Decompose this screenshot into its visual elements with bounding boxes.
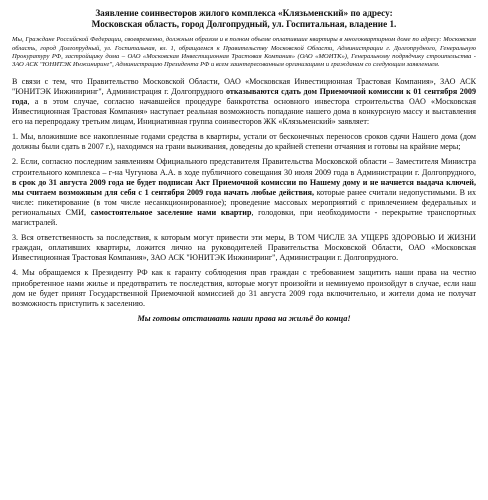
point-2-text-c: которые ранее считали недопустимыми. В их числе: пикетирование (в том числе несанкционированное); проведение массовых мероприятий с привлечением федеральных и региональных СМИ,: [12, 187, 476, 217]
document-title: [12, 8, 476, 29]
point-2-bold-deadline: в срок до 31 августа 2009 года не будет подписан Акт Приемочной комиссии по Нашему дому и не начнется выдача ключей, мы считаем возможным для себя с 1 сентября 2009 года начать любые действия,: [12, 177, 476, 197]
point-2-text-e: , голодовки, при необходимости - перекрытие транспортных магистралей.: [12, 207, 477, 228]
title-line-2: Московская область, город Долгопрудный, ул. Госпитальная, владение 1.: [91, 18, 397, 29]
paragraph-point-4: 4. Мы обращаемся к Президенту РФ как к гаранту соблюдения прав граждан с требованием защитить наши права на честно приобретенное нами жилье и предотвратить те последствия, которые могут произойти и неминуемо произойдут в случае, если наш дом не будет принят Государственной Приемочной комиссией до 31 августа 2009 года включительно, и жители дома не получат возможность приступить к заселению.: [12, 268, 476, 308]
closing-statement: Мы готовы отстаивать наши права на жильё до конца!: [137, 313, 351, 323]
paragraph-point-1: 1. Мы, вложившие все накопленные годами средства в квартиры, устали от бесконечных переносов сроков сдачи Нашего дома (дом должны были сдать в 2007 г.), находимся на грани выживания, доведены до крайней степени отчаяния и готовы на крайние меры;: [12, 132, 476, 152]
title-line-1: Заявление соинвесторов жилого комплекса «Клязьменский» по адресу:: [95, 8, 393, 18]
preamble-text-c: , а в этом случае, согласно начавшейся процедуре банкротства основного инвестора строительства ОАО «Московская Инвестиционная Трастовая Компания» наступает реальная возможность попадание нашего дома в конкурсную массу и выставления его на перепродажу третьим лицам, Инициативная группа соинвесторов ЖК «Клязьменский» заявляет:: [12, 97, 476, 127]
intro-paragraph: Мы, Граждане Российской Федерации, своевременно, должным образом и в полном объеме оплатившие квартиры в многоквартирном доме по адресу: Московская область, город Долгопрудный, ул. Госпитальная, вл. 1, обращаемся к Правительству Московской Области, Администрации г. Долгопрудного, Генеральную Прокуратуру РФ, застройщику дома – ОАО «Московская Инвестиционная Трастовая Компания» (ОАО «МОИТК»), Генеральному подрядчику строительства - ЗАО АСК "ЮНИТЭК Инжиниринг", Администрацию Президента РФ и всем заинтересованным организациям и гражданам со следующим заявлением.: [12, 36, 476, 69]
point-2-text-a: 2. Если, согласно последним заявлениям Официального представителя Правительства Московской области – Заместителя Министра строительного комплекса – г-на Чугунова А.А. в ходе публичного совещания 30 июля 2009 года в Администрации г. Долгопрудного,: [12, 157, 476, 177]
paragraph-preamble: [12, 77, 476, 127]
paragraph-point-3: 3. Вся ответственность за последствия, к которым могут привести эти меры, В ТОМ ЧИСЛЕ ЗА УЩЕРБ ЗДОРОВЬЮ И ЖИЗНИ граждан, оплативших квартиры, ложится лично на руководителей Правительства Московской Области, ОАО «Московская Инвестиционная Трастовая Компания», ЗАО АСК "ЮНИТЭК Инжиниринг", Администрации г. Долгопрудного.: [12, 233, 476, 263]
preamble-text-a: В связи с тем, что Правительство Московской Области, ОАО «Московская Инвестиционная Трастовая Компания», ЗАО АСК "ЮНИТЭК Инжиниринг", Администрация г. Долгопрудного: [12, 76, 476, 96]
preamble-bold: отказываются сдать дом Приемочной комиссии к 01 сентября 2009 года: [12, 86, 476, 106]
paragraph-point-2: [12, 157, 476, 228]
point-2-bold-settlement: самостоятельное заселение нами квартир: [90, 207, 252, 217]
